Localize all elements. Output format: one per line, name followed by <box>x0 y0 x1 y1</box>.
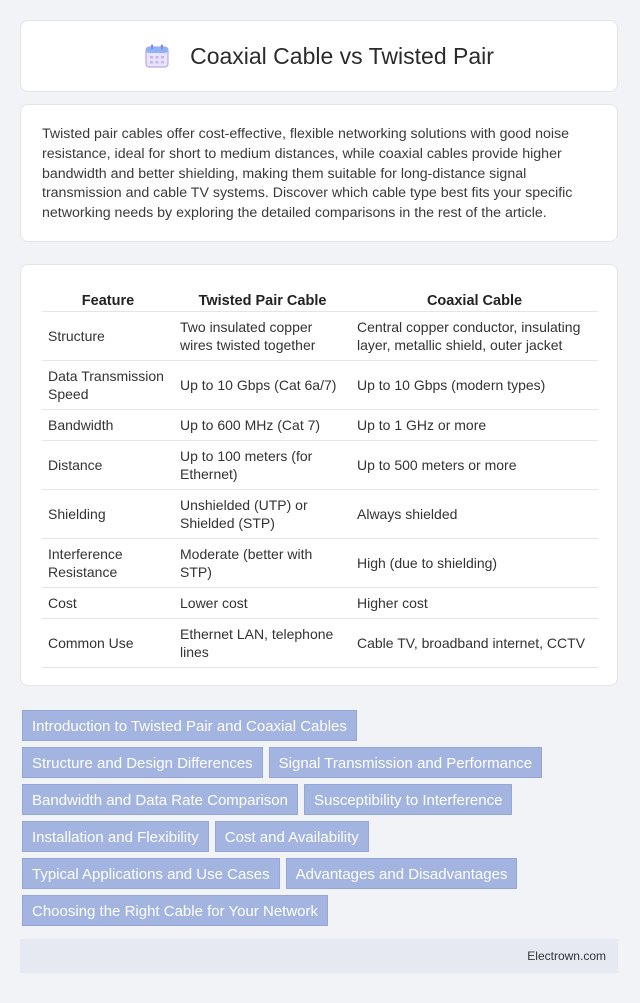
table-row <box>42 410 598 441</box>
footer <box>20 939 618 973</box>
feature-cell: Common Use <box>42 619 174 668</box>
header-feature: Feature <box>42 285 174 312</box>
tag-advantages[interactable]: Advantages and Disadvantages <box>286 858 518 889</box>
coaxial-cell: Cable TV, broadband internet, CCTV <box>351 619 598 668</box>
topic-tags <box>22 710 618 932</box>
feature-cell: Bandwidth <box>42 410 174 441</box>
coaxial-cell: Up to 10 Gbps (modern types) <box>351 361 598 410</box>
page-title: Coaxial Cable vs Twisted Pair <box>190 42 494 69</box>
twisted-pair-cell: Up to 10 Gbps (Cat 6a/7) <box>174 361 351 410</box>
twisted-pair-cell: Two insulated copper wires twisted together <box>174 312 351 361</box>
feature-cell: Data Transmission Speed <box>42 361 174 410</box>
tag-installation[interactable]: Installation and Flexibility <box>22 821 209 852</box>
tag-bandwidth[interactable]: Bandwidth and Data Rate Comparison <box>22 784 298 815</box>
coaxial-cell: Up to 500 meters or more <box>351 441 598 490</box>
twisted-pair-cell: Up to 100 meters (for Ethernet) <box>174 441 351 490</box>
coaxial-cell: Higher cost <box>351 588 598 619</box>
table-row <box>42 441 598 490</box>
twisted-pair-cell: Moderate (better with STP) <box>174 539 351 588</box>
tag-cost[interactable]: Cost and Availability <box>215 821 369 852</box>
tag-choosing[interactable]: Choosing the Right Cable for Your Network <box>22 895 328 926</box>
tag-interference[interactable]: Susceptibility to Interference <box>304 784 512 815</box>
tag-structure-design[interactable]: Structure and Design Differences <box>22 747 263 778</box>
tag-signal-transmission[interactable]: Signal Transmission and Performance <box>269 747 542 778</box>
tag-row <box>22 895 618 926</box>
feature-cell: Cost <box>42 588 174 619</box>
intro-text: Twisted pair cables offer cost-effective, flexible networking solutions with good noise resistance, ideal for short to medium distances, while coaxial cables provide higher bandwidth and better shielding, making them suitable for long-distance signal transmission and cable TV systems. Discover which cable type best fits your specific networking needs by exploring the detailed comparisons in the rest of the article. <box>42 126 573 222</box>
table-row <box>42 361 598 410</box>
table-header-row <box>42 285 598 312</box>
feature-cell: Structure <box>42 312 174 361</box>
coaxial-cell: Up to 1 GHz or more <box>351 410 598 441</box>
intro-card <box>20 104 618 242</box>
tag-row <box>22 710 618 741</box>
twisted-pair-cell: Ethernet LAN, telephone lines <box>174 619 351 668</box>
coaxial-cell: Always shielded <box>351 490 598 539</box>
header-twisted-pair: Twisted Pair Cable <box>174 285 351 312</box>
tag-row <box>22 858 618 889</box>
feature-cell: Interference Resistance <box>42 539 174 588</box>
tag-row <box>22 747 618 778</box>
table-row <box>42 312 598 361</box>
coaxial-cell: High (due to shielding) <box>351 539 598 588</box>
feature-cell: Shielding <box>42 490 174 539</box>
tag-applications[interactable]: Typical Applications and Use Cases <box>22 858 280 889</box>
header-coaxial: Coaxial Cable <box>351 285 598 312</box>
comparison-table <box>42 285 598 668</box>
footer-site-name[interactable]: Electrown.com <box>527 949 606 963</box>
comparison-card <box>20 264 618 686</box>
table-row <box>42 619 598 668</box>
table-row <box>42 490 598 539</box>
tag-introduction[interactable]: Introduction to Twisted Pair and Coaxial Cables <box>22 710 357 741</box>
calendar-icon <box>144 43 170 69</box>
title-card <box>20 20 618 92</box>
feature-cell: Distance <box>42 441 174 490</box>
coaxial-cell: Central copper conductor, insulating layer, metallic shield, outer jacket <box>351 312 598 361</box>
table-row <box>42 539 598 588</box>
twisted-pair-cell: Up to 600 MHz (Cat 7) <box>174 410 351 441</box>
tag-row <box>22 784 618 815</box>
tag-row <box>22 821 618 852</box>
table-row <box>42 588 598 619</box>
twisted-pair-cell: Unshielded (UTP) or Shielded (STP) <box>174 490 351 539</box>
twisted-pair-cell: Lower cost <box>174 588 351 619</box>
